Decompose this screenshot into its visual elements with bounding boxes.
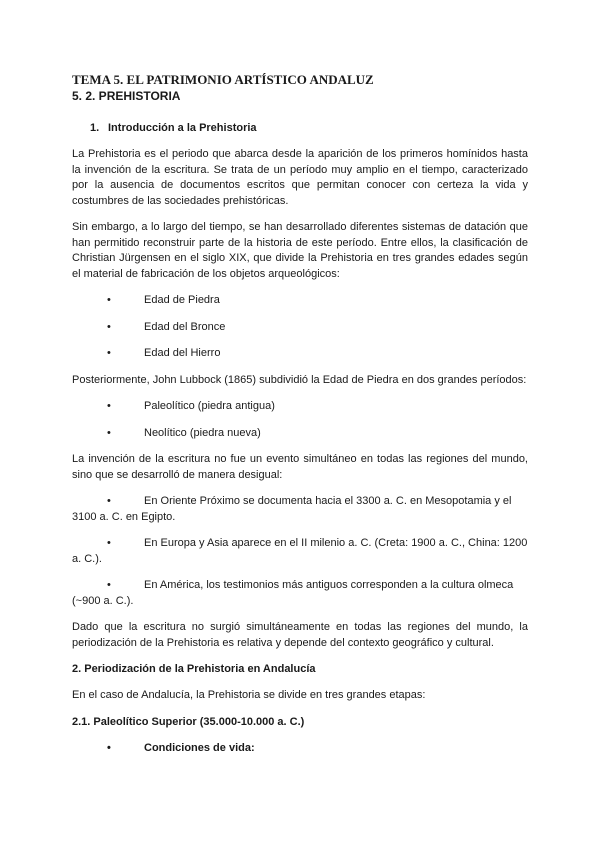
ages-list [72, 293, 528, 362]
list-item: • Edad del Bronce [72, 320, 528, 336]
bullet-icon: • [107, 579, 111, 591]
document-subtitle: 5. 2. PREHISTORIA [72, 89, 181, 103]
list-item: • Edad del Hierro [72, 346, 528, 362]
periods-list [72, 399, 528, 441]
paragraph-periodization: Dado que la escritura no surgió simultáneamente en todas las regiones del mundo, la periodización de la Prehistoria es relativa y depende del contexto geográfico y cultural. [72, 621, 528, 649]
paragraph-andalucia: En el caso de Andalucía, la Prehistoria se divide en tres grandes etapas: [72, 689, 426, 701]
bullet-icon: • [107, 347, 111, 359]
section-1-number: 1. [90, 122, 100, 134]
paragraph-lubbock: Posteriormente, John Lubbock (1865) subdividió la Edad de Piedra en dos grandes períodos: [72, 373, 527, 386]
list-item: • En América, los testimonios más antiguos corresponden a la cultura olmeca (~900 a. C.). [72, 579, 514, 607]
subsection-heading: 2.1. Paleolítico Superior (35.000-10.000 a. C.) [72, 715, 305, 728]
bullet-icon: • [107, 741, 111, 754]
section-1-heading [72, 121, 528, 135]
paragraph-intro: La Prehistoria es el periodo que abarca desde la aparición de los primeros homínidos hasta la invención de la escritura. Se trata de un período muy amplio en el tiempo, caracterizado por la ausencia de documentos escritos que permitan conocer con certeza la vida y costumbres de las sociedades prehistóricas. [72, 148, 528, 207]
bullet-icon: • [107, 426, 111, 439]
writing-list [72, 494, 528, 609]
list-item: • Edad de Piedra [72, 293, 528, 309]
paragraph-dating: Sin embargo, a lo largo del tiempo, se han desarrollado diferentes sistemas de datación que han permitido reconstruir parte de la historia de este período. Entre ellos, la clasificación de Christian Jürgensen en el siglo XIX, que divide la Prehistoria en tres grandes edades según el material de fabricación de los objetos arqueológicos: [72, 221, 528, 280]
list-item: • Condiciones de vida: [72, 741, 528, 757]
bullet-icon: • [107, 320, 111, 333]
paragraph-writing: La invención de la escritura no fue un evento simultáneo en todas las regiones del mundo, sino que se desarrolló de manera desigual: [72, 453, 528, 481]
bullet-icon: • [107, 537, 111, 549]
section-1-title: Introducción a la Prehistoria [108, 122, 257, 134]
document-page [72, 72, 528, 767]
list-item: • En Oriente Próximo se documenta hacia el 3300 a. C. en Mesopotamia y el 3100 a. C. en Egipto. [72, 495, 512, 523]
bullet-icon: • [107, 294, 111, 306]
list-item: • Neolítico (piedra nueva) [72, 426, 528, 442]
document-title: TEMA 5. EL PATRIMONIO ARTÍSTICO ANDALUZ [72, 72, 374, 87]
bullet-icon: • [107, 495, 111, 507]
list-item: • Paleolítico (piedra antigua) [72, 399, 528, 415]
list-item: • En Europa y Asia aparece en el II milenio a. C. (Creta: 1900 a. C., China: 1200 a. C.). [72, 537, 528, 565]
conditions-list [72, 741, 528, 757]
section-2-heading: 2. Periodización de la Prehistoria en Andalucía [72, 663, 316, 675]
bullet-icon: • [107, 400, 111, 412]
